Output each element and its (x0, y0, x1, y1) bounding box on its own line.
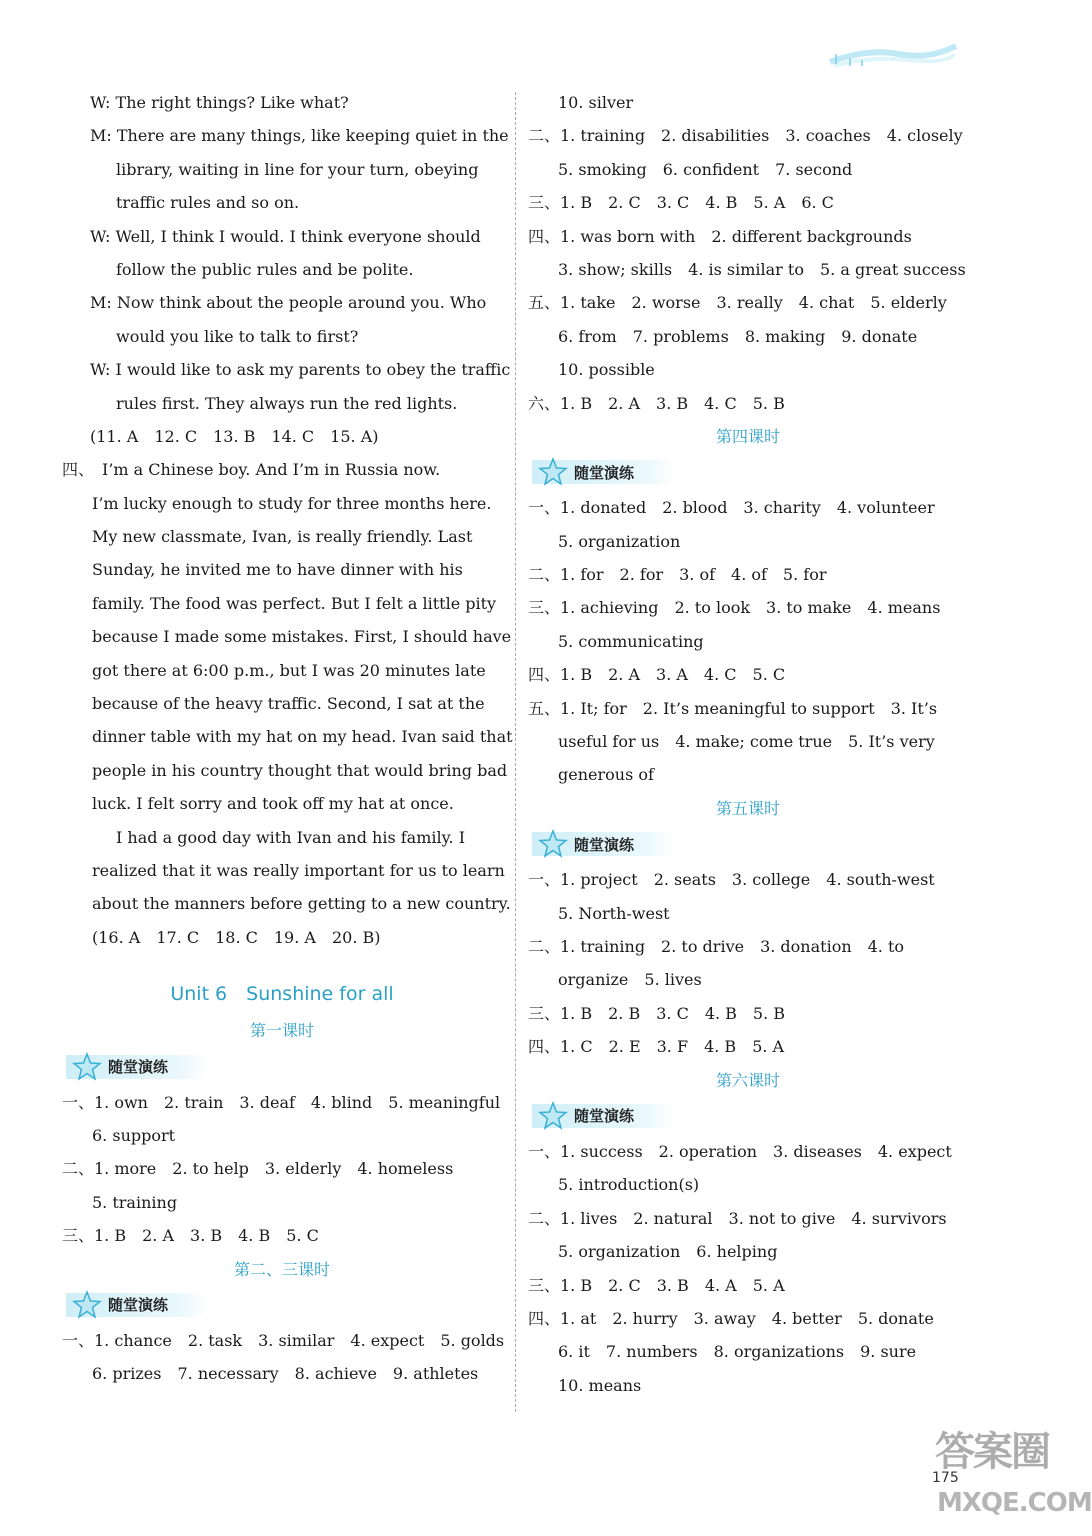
passage-line: people in his country thought that would bring bad (92, 760, 508, 780)
practice-badge (532, 453, 968, 491)
answer-line: 四、1. at 2. hurry 3. away 4. better 5. donate (528, 1308, 934, 1328)
passage-line: My new classmate, Ivan, is really friendly. Last (92, 527, 473, 547)
practice-badge (66, 1048, 502, 1086)
answer-line: 5. communicating (558, 631, 704, 651)
answer-line: 5. North-west (558, 903, 670, 923)
dialogue-line: traffic rules and so on. (116, 193, 300, 213)
column-divider (515, 92, 516, 1412)
answer-line: 3. show; skills 4. is similar to 5. a great success (558, 259, 966, 279)
answer-line: 6. support (92, 1125, 176, 1145)
dialogue-line: W: Well, I think I would. I think everyone should (90, 226, 481, 246)
dialogue-line: W: I would like to ask my parents to obey the traffic (90, 360, 511, 380)
answer-line: 三、1. B 2. C 3. B 4. A 5. A (528, 1275, 785, 1295)
answer-line: 四、1. was born with 2. different backgrounds (528, 226, 912, 246)
dialogue-line: W: The right things? Like what? (90, 93, 349, 112)
passage-line: 四、 I’m a Chinese boy. And I’m in Russia now. (62, 460, 441, 480)
passage-line: luck. I felt sorry and took off my hat at once. (92, 794, 454, 814)
answer-line: 5. training (92, 1192, 178, 1212)
lesson-heading: 第二、三课时 (233, 1259, 330, 1279)
answer-line: 二、1. training 2. disabilities 3. coaches 4. closely (528, 126, 963, 146)
answer-line: 5. organization 6. helping (558, 1242, 778, 1262)
page-number: 175 (932, 1470, 959, 1486)
answer-line: 10. silver (558, 93, 634, 112)
answer-line: 6. it 7. numbers 8. organizations 9. sure (558, 1342, 917, 1362)
answer-line: 三、1. B 2. A 3. B 4. B 5. C (62, 1226, 319, 1246)
answer-line: 5. smoking 6. confident 7. second (558, 159, 853, 179)
dialogue-line: rules first. They always run the red lights. (116, 393, 458, 413)
answer-line: 二、1. for 2. for 3. of 4. of 5. for (528, 565, 827, 585)
answer-line: 5. organization (558, 531, 681, 551)
star-icon (538, 829, 568, 859)
answer-line: 一、1. donated 2. blood 3. charity 4. volunteer (528, 498, 935, 518)
answer-line: 6. from 7. problems 8. making 9. donate (558, 326, 918, 346)
passage-line: I had a good day with Ivan and his family. I (116, 827, 466, 847)
answer-line: 一、1. project 2. seats 3. college 4. south-west (528, 870, 935, 890)
practice-badge (532, 825, 968, 863)
answer-line: 一、1. success 2. operation 3. diseases 4. expect (528, 1141, 952, 1161)
answer-line: 一、1. own 2. train 3. deaf 4. blind 5. meaningful (62, 1092, 501, 1112)
passage-line: I’m lucky enough to study for three months here. (92, 493, 492, 513)
answer-line: 6. prizes 7. necessary 8. achieve 9. athletes (92, 1364, 479, 1384)
passage-line: because of the heavy traffic. Second, I sat at the (92, 694, 485, 714)
passage-line: realized that it was really important for us to learn (92, 860, 505, 880)
answer-line: 二、1. more 2. to help 3. elderly 4. homeless (62, 1159, 454, 1179)
answer-line: 5. introduction(s) (558, 1175, 700, 1195)
dialogue-section (62, 86, 511, 453)
unit-title: Unit 6 Sunshine for all (170, 983, 394, 1006)
passage-line: because I made some mistakes. First, I should have (92, 627, 512, 647)
passage-line: family. The food was perfect. But I felt a little pity (92, 593, 497, 613)
answer-key-line: (16. A 17. C 18. C 19. A 20. B) (92, 927, 381, 947)
dialogue-line: library, waiting in line for your turn, obeying (116, 159, 479, 179)
passage-line: about the manners before getting to a new country. (92, 894, 511, 914)
badge-label: 随堂演练 (108, 1058, 169, 1077)
lesson-heading: 第五课时 (715, 798, 780, 818)
badge-label: 随堂演练 (574, 463, 635, 482)
watermark-line2: MXQE.COM (937, 1488, 1092, 1518)
star-icon (72, 1052, 102, 1082)
answer-line: 10. possible (558, 360, 655, 380)
answer-line: 四、1. C 2. E 3. F 4. B 5. A (528, 1037, 785, 1057)
star-icon (538, 1101, 568, 1131)
star-icon (538, 457, 568, 487)
answer-line: generous of (558, 765, 654, 785)
badge-label: 随堂演练 (574, 1107, 635, 1126)
passage-section (62, 453, 513, 954)
answer-line: 二、1. lives 2. natural 3. not to give 4. survivors (528, 1208, 947, 1228)
badge-label: 随堂演练 (108, 1296, 169, 1315)
practice-badge (532, 1097, 968, 1135)
lesson-heading: 第一课时 (249, 1021, 314, 1041)
passage-line: Sunday, he invited me to have dinner with his (92, 560, 463, 580)
answer-line: useful for us 4. make; come true 5. It’s very (558, 732, 935, 752)
answer-line: 五、1. It; for 2. It’s meaningful to support 3. It’s (528, 698, 938, 718)
dialogue-line: would you like to talk to first? (116, 326, 359, 346)
answer-line: 五、1. take 2. worse 3. really 4. chat 5. elderly (528, 293, 947, 313)
wave-decoration-icon (828, 40, 958, 70)
answer-line: 10. means (558, 1375, 642, 1395)
dialogue-line: M: There are many things, like keeping quiet in the (90, 126, 509, 146)
answer-line: 一、1. chance 2. task 3. similar 4. expect 5. golds (62, 1330, 505, 1350)
answer-line: 三、1. B 2. C 3. C 4. B 5. A 6. C (528, 193, 834, 213)
answer-line: 六、1. B 2. A 3. B 4. C 5. B (528, 393, 785, 413)
dialogue-line: follow the public rules and be polite. (116, 259, 414, 279)
answer-line: 三、1. achieving 2. to look 3. to make 4. means (528, 598, 941, 618)
passage-line: dinner table with my hat on my head. Ivan said that (92, 727, 513, 747)
lesson-heading: 第六课时 (715, 1070, 780, 1090)
lesson-heading: 第四课时 (715, 426, 780, 446)
answer-key-line: (11. A 12. C 13. B 14. C 15. A) (90, 426, 379, 446)
star-icon (72, 1290, 102, 1320)
dialogue-line: M: Now think about the people around you. Who (90, 293, 487, 313)
answer-line: 四、1. B 2. A 3. A 4. C 5. C (528, 665, 786, 685)
right-column (528, 86, 968, 1402)
passage-line: got there at 6:00 p.m., but I was 20 minutes late (92, 660, 486, 680)
answer-line: organize 5. lives (558, 970, 702, 990)
answer-line: 三、1. B 2. B 3. C 4. B 5. B (528, 1003, 786, 1023)
watermark-logo (935, 1420, 1092, 1528)
badge-label: 随堂演练 (574, 835, 635, 854)
answer-line: 二、1. training 2. to drive 3. donation 4. to (528, 936, 905, 956)
left-column (62, 86, 513, 1391)
watermark-line1: 答案圈 (935, 1429, 1049, 1475)
practice-badge (66, 1286, 502, 1324)
